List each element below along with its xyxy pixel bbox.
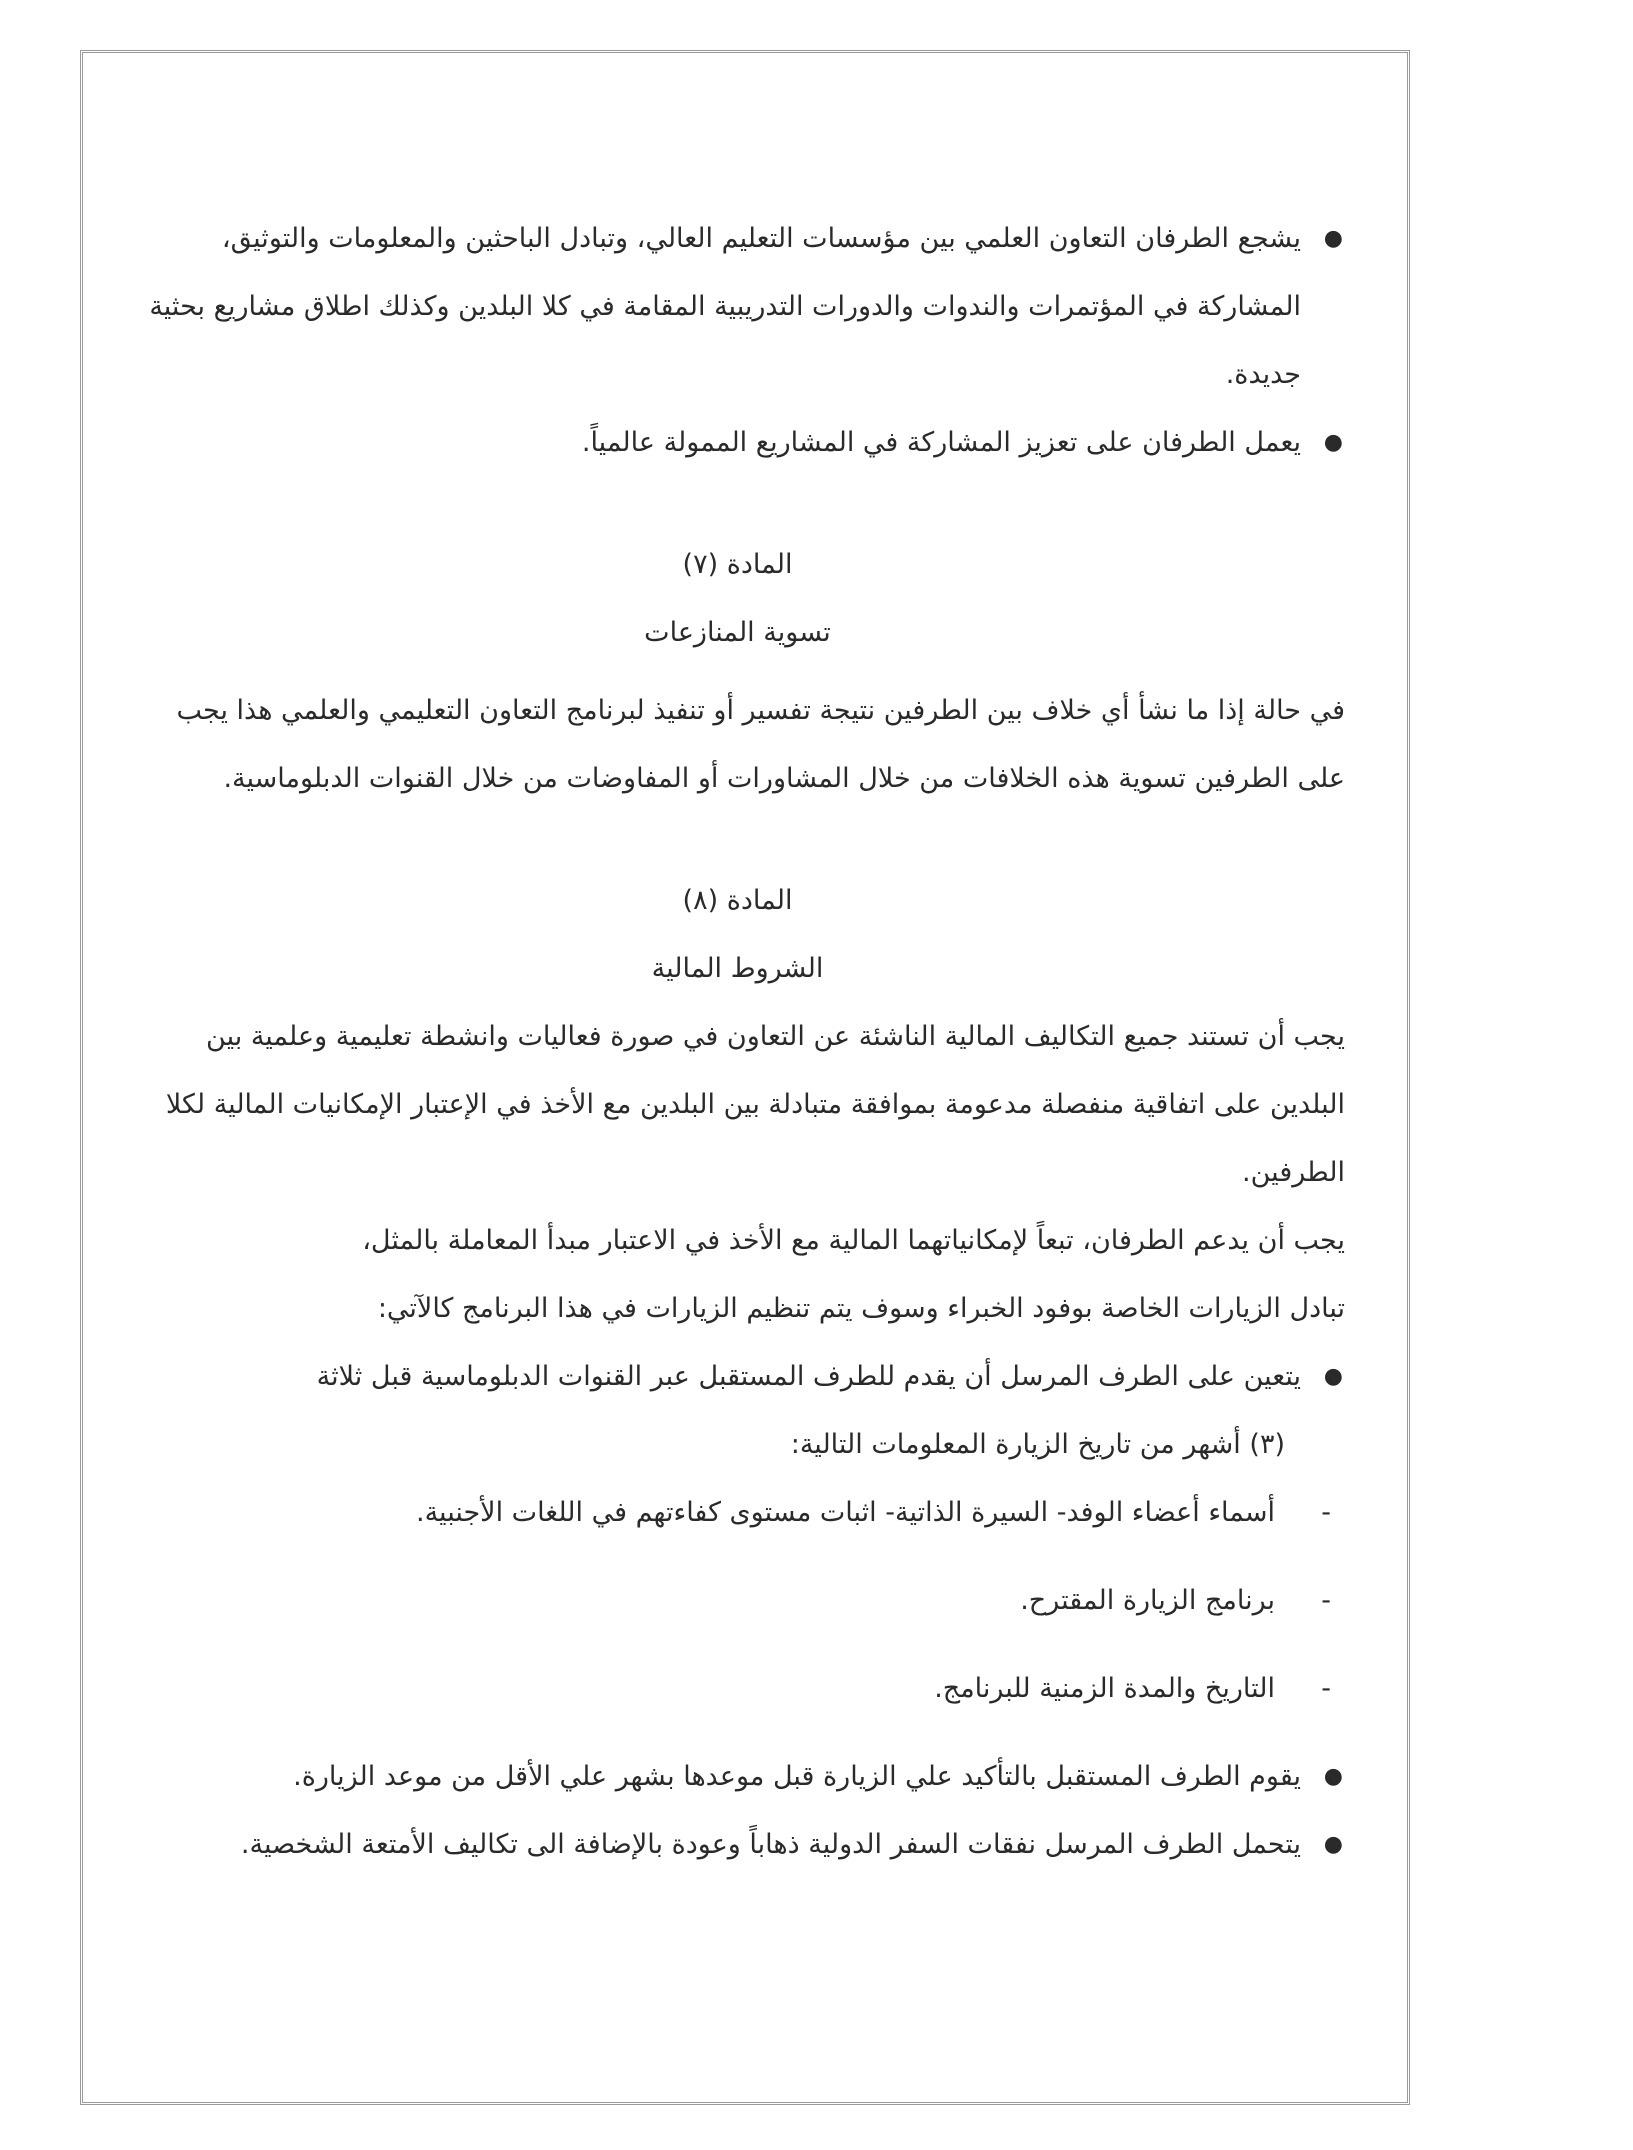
bullet-continuation: (٣) أشهر من تاريخ الزيارة المعلومات التالية:: [790, 1429, 1285, 1460]
article-8-title: الشروط المالية: [651, 953, 824, 984]
dash-icon: -: [1321, 1673, 1331, 1704]
dash-icon: -: [1321, 1497, 1331, 1528]
article-8: [130, 867, 1345, 1879]
bullet-scientific-cooperation: [130, 205, 1345, 409]
bullet-text: يتحمل الطرف المرسل نفقات السفر الدولية ذهاباً وعودة بالإضافة الى تكاليف الأمتعة الشخصية.: [240, 1829, 1301, 1860]
document-body: [130, 205, 1345, 1879]
article-7-body: في حالة إذا ما نشأ أي خلاف بين الطرفين نتيجة تفسير أو تنفيذ لبرنامج التعاون التعليمي والعلمي هذا يجب على الطرفين تسوية هذه الخلافات من خلال المشاورات أو المفاوضات من خلال القنوات الدبلوماسية.: [176, 695, 1345, 794]
article-8-para-2: يجب أن يدعم الطرفان، تبعاً لإمكانياتهما المالية مع الأخذ في الاعتبار مبدأ المعاملة بالمثل،: [362, 1225, 1345, 1256]
bullet-text: يتعين على الطرف المرسل أن يقدم للطرف المستقبل عبر القنوات الدبلوماسية قبل ثلاثة: [316, 1361, 1301, 1392]
article-8-para-3: تبادل الزيارات الخاصة بوفود الخبراء وسوف يتم تنظيم الزيارات في هذا البرنامج كالآتي:: [377, 1293, 1345, 1324]
bullet-icon: ●: [1323, 1364, 1343, 1389]
bullet-receiving-confirmation: [130, 1743, 1345, 1811]
dash-text: برنامج الزيارة المقترح.: [1020, 1585, 1275, 1616]
dash-icon: -: [1321, 1585, 1331, 1616]
dash-item-program: [130, 1567, 1345, 1635]
bullet-funded-projects: [130, 409, 1345, 477]
dash-text: أسماء أعضاء الوفد- السيرة الذاتية- اثبات مستوى كفاءتهم في اللغات الأجنبية.: [415, 1497, 1275, 1528]
bullet-text: يعمل الطرفان على تعزيز المشاركة في المشاريع الممولة عالمياً.: [581, 427, 1301, 458]
bullet-icon: ●: [1323, 1764, 1343, 1789]
bullet-travel-costs: [130, 1811, 1345, 1879]
bullet-text: يقوم الطرف المستقبل بالتأكيد علي الزيارة قبل موعدها بشهر علي الأقل من موعد الزيارة.: [293, 1761, 1301, 1792]
bullet-icon: ●: [1323, 1832, 1343, 1857]
article-7-title: تسوية المنازعات: [644, 617, 831, 648]
article-8-para-1: يجب أن تستند جميع التكاليف المالية الناشئة عن التعاون في صورة فعاليات وانشطة تعليمية وعلمية بين البلدين على اتفاقية منفصلة مدعومة بموافقة متبادلة بين البلدين مع الأخذ في الإعتبار الإمكانيات المالية لكلا الطرفين.: [165, 1021, 1345, 1188]
article-8-number: المادة (٨): [682, 885, 793, 916]
dash-text: التاريخ والمدة الزمنية للبرنامج.: [934, 1673, 1275, 1704]
dash-item-duration: [130, 1655, 1345, 1723]
bullet-text: يشجع الطرفان التعاون العلمي بين مؤسسات التعليم العالي، وتبادل الباحثين والمعلومات والتوثيق، المشاركة في المؤتمرات والندوات والدورات التدريبية المقامة في كلا البلدين وكذلك اطلاق مشاريع بحثية جديدة.: [149, 223, 1301, 390]
article-7-number: المادة (٧): [682, 549, 793, 580]
bullet-sending-party-info: [130, 1343, 1345, 1411]
article-7: [130, 531, 1345, 813]
bullet-icon: ●: [1323, 430, 1343, 455]
dash-item-delegation: [130, 1479, 1345, 1547]
bullet-icon: ●: [1323, 226, 1343, 251]
